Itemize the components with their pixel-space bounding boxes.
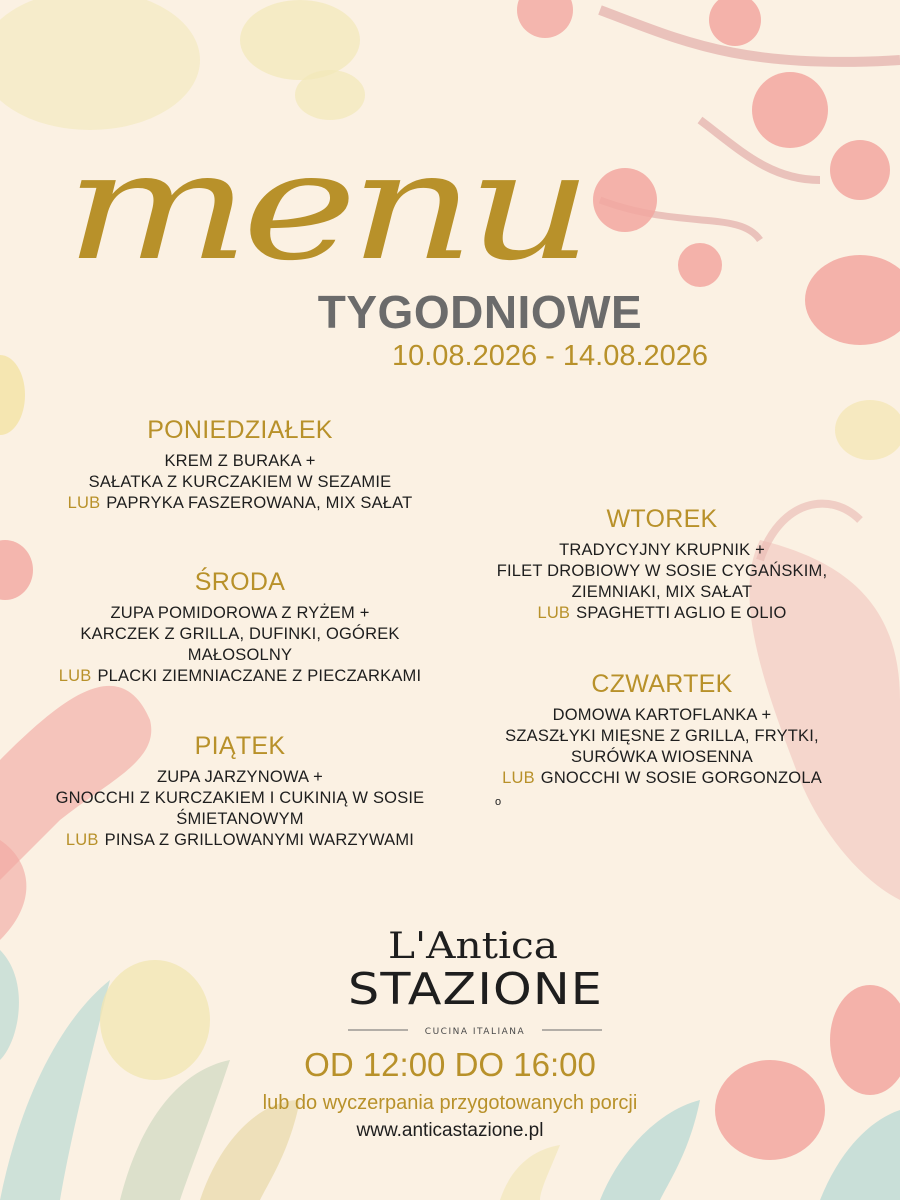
alternative-line	[20, 666, 460, 687]
hours-note: lub do wyczerpania przygotowanych porcji	[262, 1092, 638, 1114]
alternative-line	[472, 603, 852, 624]
day-thursday	[472, 670, 852, 789]
dish-line: SZASZŁYKI MIĘSNE Z GRILLA, FRYTKI,	[505, 727, 819, 745]
logo-line2: STAZIONE	[348, 964, 603, 1015]
menu-script-title	[55, 150, 615, 290]
dish-line: FILET DROBIOWY W SOSIE CYGAŃSKIM,	[496, 562, 828, 580]
dish-line: TRADYCYJNY KRUPNIK +	[559, 541, 765, 559]
lub-label: LUB	[58, 667, 92, 685]
day-title: WTOREK	[606, 505, 718, 533]
day-title: PIĄTEK	[194, 732, 286, 760]
page-subtitle: TYGODNIOWE	[317, 286, 643, 338]
dish-line: DOMOWA KARTOFLANKA +	[552, 706, 772, 724]
day-tuesday	[472, 505, 852, 624]
lub-label: LUB	[67, 494, 101, 512]
alternative-dish: GNOCCHI W SOSIE GORGONZOLA	[540, 769, 822, 787]
dish-line: SURÓWKA WIOSENNA	[571, 748, 753, 766]
menu-script-text: menu	[65, 150, 585, 290]
logo-line1: L'Antica	[388, 926, 558, 967]
dish-line: SAŁATKA Z KURCZAKIEM W SEZAMIE	[88, 473, 392, 491]
alternative-line	[20, 830, 460, 851]
day-title: CZWARTEK	[591, 670, 733, 698]
website-link[interactable]: www.anticastazione.pl	[356, 1120, 544, 1141]
dish-line: GNOCCHI Z KURCZAKIEM I CUKINIĄ W SOSIE	[55, 789, 425, 807]
dish-line: MAŁOSOLNY	[187, 646, 293, 664]
stray-mark: o	[495, 796, 502, 808]
dish-line: ŚMIETANOWYM	[176, 810, 304, 828]
dish-line: ZUPA POMIDOROWA Z RYŻEM +	[110, 604, 370, 622]
dish-line: KARCZEK Z GRILLA, DUFINKI, OGÓREK	[80, 625, 400, 643]
day-monday	[20, 416, 460, 514]
dish-line: KREM Z BURAKA +	[164, 452, 316, 470]
alternative-dish: PLACKI ZIEMNIACZANE Z PIECZARKAMI	[97, 667, 422, 685]
date-range: 10.08.2026 - 14.08.2026	[391, 340, 709, 372]
dish-line: ZIEMNIAKI, MIX SAŁAT	[571, 583, 753, 601]
lub-label: LUB	[502, 769, 535, 787]
lub-label: LUB	[537, 604, 571, 622]
day-wednesday	[20, 568, 460, 687]
alternative-line	[472, 768, 852, 789]
alternative-line	[20, 493, 460, 514]
alternative-dish: SPAGHETTI AGLIO E OLIO	[576, 604, 787, 622]
dish-line: ZUPA JARZYNOWA +	[157, 768, 323, 786]
lub-label: LUB	[65, 831, 99, 849]
opening-hours: OD 12:00 DO 16:00	[304, 1046, 596, 1083]
restaurant-logo	[340, 912, 610, 1042]
logo-tagline: CUCINA ITALIANA	[424, 1027, 526, 1037]
alternative-dish: PINSA Z GRILLOWANYMI WARZYWAMI	[104, 831, 415, 849]
day-friday	[20, 732, 460, 851]
alternative-dish: PAPRYKA FASZEROWANA, MIX SAŁAT	[106, 494, 413, 512]
day-title: ŚRODA	[194, 568, 286, 596]
day-title: PONIEDZIAŁEK	[147, 416, 333, 444]
